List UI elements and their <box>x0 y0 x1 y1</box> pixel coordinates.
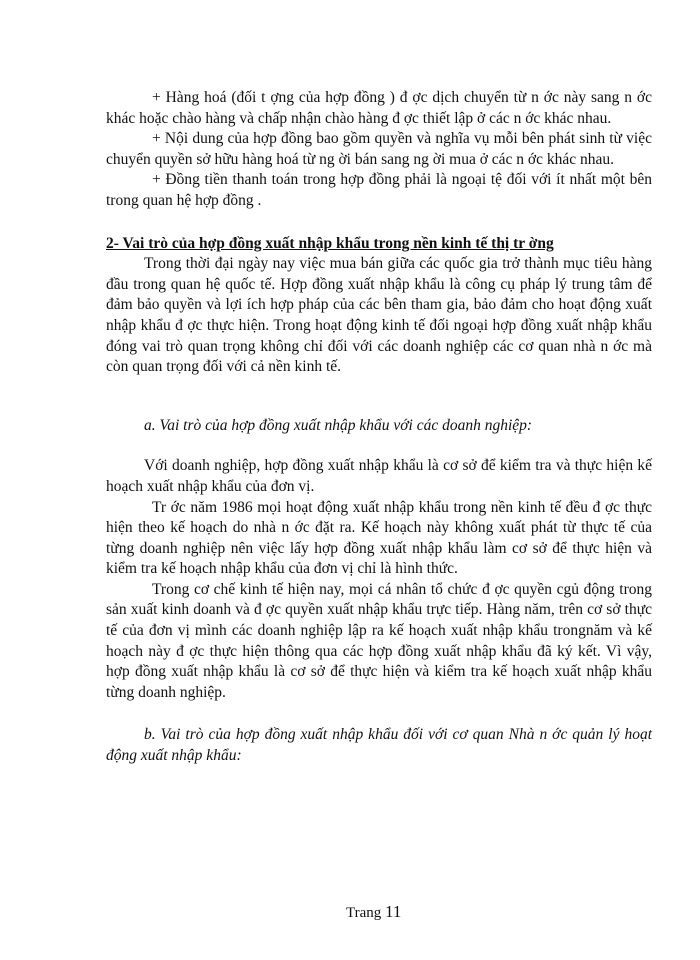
paragraph-a-2: Tr ớc năm 1986 mọi hoạt động xuất nhập khẩu trong nền kinh tế đều đ ợc thực hiện theo kế hoạch do nhà n ớc đặt ra. Kế hoạch này không xuất phát từ thực tế của từng doanh nghiệp nên việc lấy hợp đồng xuất nhập khẩu làm cơ sở để thực hiện và kiểm tra kế hoạch nhập khẩu của đơn vị chỉ là hình thức. <box>106 498 652 578</box>
section-heading: 2- Vai trò của hợp đồng xuất nhập khẩu trong nền kinh tế thị tr ờng <box>106 234 554 252</box>
page-label: Trang <box>346 905 382 921</box>
page-footer <box>346 902 401 922</box>
document-page <box>106 88 652 767</box>
section-intro-paragraph: Trong thời đại ngày nay việc mua bán giữa các quốc gia trở thành mục tiêu hàng đầu trong quan hệ quốc tế. Hợp đồng xuất nhập khẩu là công cụ pháp lý trung tâm để đảm bảo quyền và lợi ích hợp pháp của các bên tham gia, bảo đảm cho hoạt động xuất nhập khẩu đ ợc thực hiện. Trong hoạt động kinh tế đối ngoại hợp đồng xuất nhập khẩu đóng vai trò quan trọng không chỉ đối với các doanh nghiệp các cơ quan nhà n ớc mà còn quan trọng đối với cả nền kinh tế. <box>106 255 652 376</box>
subheading-b: b. Vai trò của hợp đồng xuất nhập khẩu đối với cơ quan Nhà n ớc quản lý hoạt động xuất nhập khẩu: <box>106 726 652 765</box>
bullet-paragraph-content: + Nội dung của hợp đồng bao gồm quyền và nghĩa vụ mỗi bên phát sinh từ việc chuyển quyền sở hữu hàng hoá từ ng ời bán sang ng ời mua ở các n ớc khác nhau. <box>106 130 652 168</box>
bullet-paragraph-goods: + Hàng hoá (đối t ợng của hợp đồng ) đ ợc dịch chuyển từ n ớc này sang n ớc khác hoặc chào hàng và chấp nhận chào hàng đ ợc thiết lập ở các n ớc khác nhau. <box>106 89 652 127</box>
paragraph-a-3: Trong cơ chế kinh tế hiện nay, mọi cá nhân tổ chức đ ợc quyền cgủ động trong sản xuất kinh doanh và đ ợc quyền xuất nhập khẩu trực tiếp. Hàng năm, trên cơ sở thực tế của đơn vị mình các doanh nghiệp lập ra kế hoạch xuất nhập khẩu trongnăm và kế hoạch này đ ợc thực hiện thông qua các hợp đồng xuất nhập khẩu đã ký kết. Vì vậy, hợp đồng xuất nhập khẩu là cơ sở để thực hiện và kiểm tra kế hoạch xuất nhập khẩu từng doanh nghiệp. <box>106 580 652 701</box>
subheading-a: a. Vai trò của hợp đồng xuất nhập khẩu với các doanh nghiệp: <box>144 416 533 434</box>
paragraph-a-1: Với doanh nghiệp, hợp đồng xuất nhập khẩu là cơ sở để kiểm tra và thực hiện kế hoạch xuất nhập khẩu của đơn vị. <box>106 457 652 495</box>
bullet-paragraph-currency: + Đồng tiền thanh toán trong hợp đồng phải là ngoại tệ đối với ít nhất một bên trong quan hệ hợp đồng . <box>106 171 652 209</box>
page-number: 11 <box>385 902 402 921</box>
